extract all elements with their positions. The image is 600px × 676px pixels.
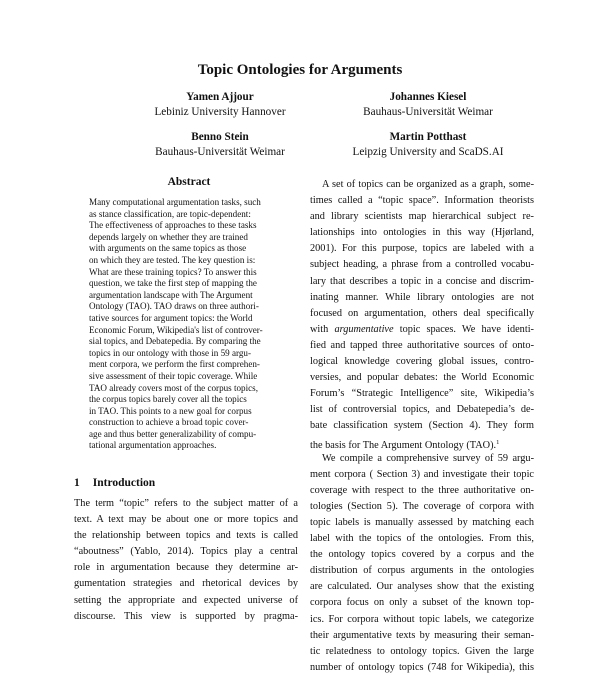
author-name: Martin Potthast — [389, 131, 467, 143]
body-line: distribution of corpus arguments in the ontologies — [310, 565, 534, 577]
body-line: the relationship between topics and texts is called — [74, 530, 298, 542]
abstract-line: with arguments on the same topics as those — [89, 243, 247, 254]
author-name: Benno Stein — [191, 131, 249, 143]
body-line: times called a “topic space”. Information theorists — [310, 195, 534, 207]
body-line: number of ontology topics (748 for Wikipedia), this — [310, 661, 534, 673]
abstract-line: tative sources for argument topics: the World — [89, 312, 253, 323]
body-line: We compile a comprehensive survey of 59 argu- — [322, 452, 534, 464]
body-line: and library scientists map hierarchical subject re- — [310, 211, 534, 223]
body-line: “aboutness” (Yablo, 2014). Topics play a central — [74, 546, 298, 558]
body-line: the ontology topics covered by a corpus and the — [310, 549, 534, 561]
body-line: The term “topic” refers to the subject matter of a — [74, 498, 298, 509]
abstract-line: as stance classification, are topic-dependent: — [89, 208, 251, 219]
abstract-line: ment corpora, we perform the first comprehen- — [89, 359, 260, 370]
abstract-line: construction to achieve a broad topic cover- — [89, 417, 249, 428]
body-line: with argumentative topic spaces. We have identi- — [310, 323, 534, 335]
body-line: text. A text may be about one or more topics and — [74, 514, 298, 526]
abstract-line: Many computational argumentation tasks, such — [89, 197, 261, 207]
author-affiliation: Bauhaus-Universität Weimar — [363, 106, 493, 118]
abstract-line: tational argumentation approaches. — [89, 440, 217, 451]
emphasis: argumentative — [334, 323, 394, 335]
body-line: their argumentative texts by measuring their seman- — [310, 629, 534, 641]
abstract-line: age and thus better generalizability of compu- — [89, 428, 257, 439]
body-line: setting the appropriate and expected universe of — [74, 594, 298, 606]
body-line: gumentation strategies and rhetorical devices by — [74, 578, 298, 590]
body-line: are calculated. Our analyses show that the existing — [310, 581, 534, 593]
section-number: 1 — [74, 477, 80, 489]
body-line: fied and tapped three authoritative sources of onto- — [310, 339, 534, 351]
abstract-line: sial topics, and Debatepedia. By comparing the — [89, 336, 261, 347]
body-line: ment corpora ( Section 3) and investigate their topic — [310, 468, 534, 480]
body-line: A set of topics can be organized as a graph, some- — [322, 179, 534, 190]
abstract-line: Ontology (TAO). TAO draws on three authori- — [89, 301, 259, 312]
author-block-1 — [100, 90, 340, 120]
author-block-2 — [308, 90, 548, 120]
body-line: bate classification system (Section 4). They form — [310, 420, 534, 432]
footnote-marker[interactable]: 1 — [496, 438, 500, 446]
body-line: topic labels is manually assessed by matching each — [310, 516, 534, 528]
author-affiliation: Bauhaus-Universität Weimar — [155, 146, 285, 158]
body-line: tologies (Section 5). The coverage of corpora with — [310, 500, 534, 512]
body-line: label with the topics of the ontologies. From this, — [310, 533, 534, 545]
body-line: the basis for The Argument Ontology (TAO).$^1$ — [310, 438, 500, 451]
body-line: lationships into ontologies in this way (Hjørland, — [310, 227, 534, 239]
author-name: Johannes Kiesel — [389, 91, 467, 103]
author-affiliation: Leipzig University and ScaDS.AI — [352, 146, 504, 158]
body-line: ics. For corpora without topic labels, we categorize — [310, 613, 534, 625]
body-line: subject heading, a phrase from a controlled vocabu- — [310, 259, 534, 271]
body-line: role in argumentation because they determine ar- — [74, 562, 298, 574]
introduction-paragraph — [74, 496, 298, 625]
right-column-text — [310, 177, 534, 676]
author-block-3 — [100, 130, 340, 160]
abstract-line: topics in our ontology with those in 59 argu- — [89, 347, 251, 358]
body-line: tic relatedness to ontology topics. Given the large — [310, 645, 534, 657]
abstract-heading: Abstract — [167, 176, 211, 188]
abstract-line: the corpus topics barely cover all the topics — [89, 394, 247, 405]
author-name: Yamen Ajjour — [186, 91, 254, 103]
body-line: discourse. This view is supported by pragma- — [74, 610, 298, 622]
abstract-line: sive assessment of their topic coverage. While — [89, 370, 258, 381]
body-line: logical knowledge covering global issues, contro- — [310, 356, 534, 368]
author-block-4 — [308, 130, 548, 160]
body-line: versies, and popular debates: the World Economic — [310, 372, 534, 384]
abstract-line: on which they are tested. The key question is: — [89, 254, 256, 265]
author-affiliation: Lebiniz University Hannover — [154, 106, 286, 118]
body-line: Forum’s “Strategic Intelligence” site, Wikipedia’s — [310, 388, 534, 400]
body-line: inating manner. While library ontologies are not — [310, 291, 534, 303]
body-line: focused on argumentation, others deal specifically — [310, 307, 534, 319]
section-title: Introduction — [92, 477, 156, 489]
abstract-line: What are these training topics? To answer this — [89, 266, 257, 277]
section-heading-introduction — [74, 477, 155, 489]
abstract-line: Economic Forum, Wikipedia's list of controver- — [89, 324, 263, 335]
abstract-line: depends largely on whether they are trained — [89, 231, 248, 242]
body-line: corpora focus on only a subset of the known top- — [310, 597, 534, 609]
body-line: lary that describes a topic in a concise and discrim- — [310, 275, 534, 287]
body-line: coverage with respect to the three authoritative on- — [310, 484, 534, 496]
abstract-line: argumentation landscape with The Argument — [89, 289, 253, 300]
body-line: 2001). For this purpose, topics are labeled with a — [310, 243, 534, 255]
abstract-line: TAO already covers most of the corpus topics, — [89, 382, 258, 393]
abstract-line: question, we take the first step of mapping the — [89, 278, 257, 289]
abstract-line: in TAO. This points to a new goal for corpus — [89, 405, 252, 416]
abstract-text — [89, 197, 294, 452]
abstract-line: The effectiveness of approaches to these tasks — [89, 220, 257, 231]
body-line: list of controversial topics, and Debatepedia’s de- — [310, 404, 534, 416]
paper-title: Topic Ontologies for Arguments — [197, 62, 403, 78]
